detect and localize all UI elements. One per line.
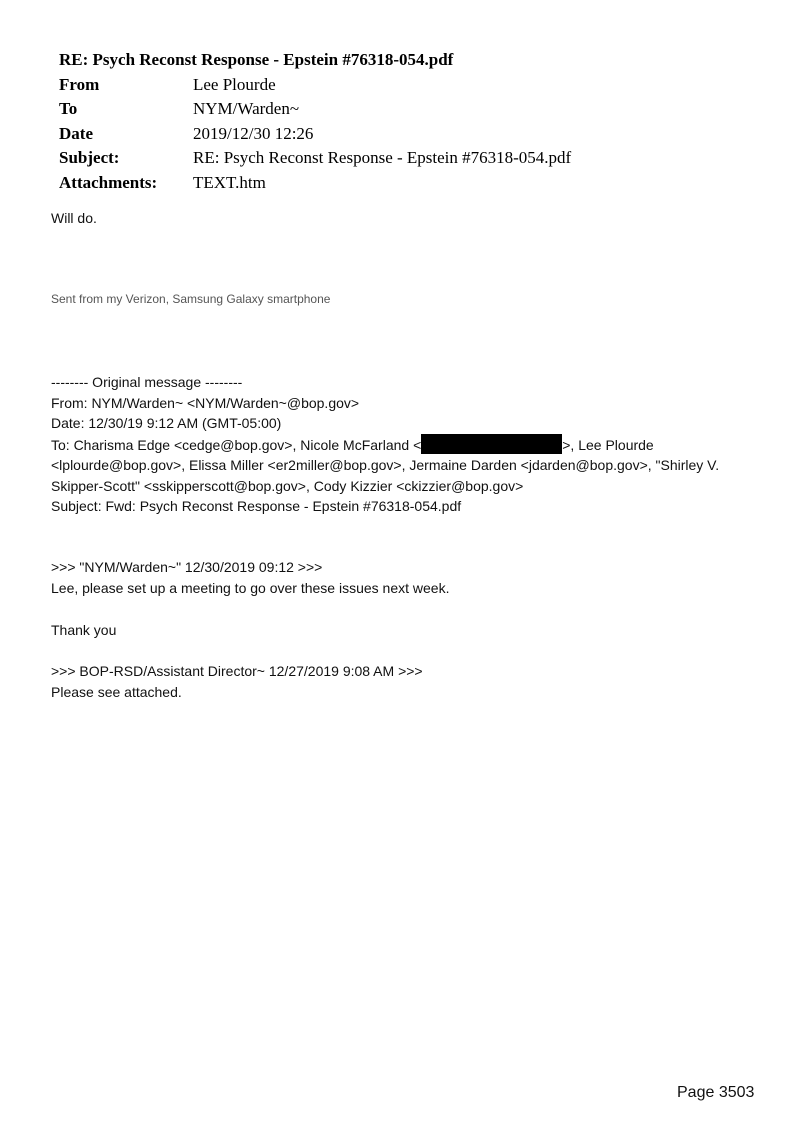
- forward2-header: >>> BOP-RSD/Assistant Director~ 12/27/2019 9:08 AM >>>: [51, 663, 423, 679]
- signature-line: Sent from my Verizon, Samsung Galaxy smartphone: [51, 292, 331, 306]
- forward1-header: >>> "NYM/Warden~" 12/30/2019 09:12 >>>: [51, 559, 323, 575]
- header-row-from: [59, 73, 571, 98]
- to-value: NYM/Warden~: [193, 99, 300, 118]
- original-message: [51, 372, 751, 517]
- email-title: RE: Psych Reconst Response - Epstein #76318-054.pdf: [59, 50, 454, 69]
- header-row-subject: [59, 146, 571, 171]
- header-row-attachments: [59, 171, 571, 196]
- original-to-part1: To: Charisma Edge <cedge@bop.gov>, Nicole McFarland <: [51, 436, 422, 453]
- original-to-part2: >, Lee Plourde <lplourde@bop.gov>, Elissa Miller <er2miller@bop.gov>, Jermaine Darden <jdarden@bop.gov>, "Shirley V. Skipper-Scott" <sskipperscott@bop.gov>, Cody Kizzier <ckizzier@bop.gov>: [51, 436, 720, 494]
- from-label: From: [59, 74, 100, 94]
- original-subject: Subject: Fwd: Psych Reconst Response - Epstein #76318-054.pdf: [51, 498, 462, 514]
- subject-label: Subject:: [59, 148, 120, 167]
- date-value: 2019/12/30 12:26: [193, 123, 314, 143]
- to-label: To: [59, 99, 78, 118]
- attachments-value: TEXT.htm: [193, 172, 266, 192]
- header-row-date: [59, 122, 571, 147]
- forward2-line: Please see attached.: [51, 684, 182, 700]
- date-label: Date: [59, 123, 93, 143]
- original-date: Date: 12/30/19 9:12 AM (GMT-05:00): [51, 415, 282, 431]
- forward1-thanks: Thank you: [51, 622, 117, 638]
- reply-text: Will do.: [51, 210, 97, 226]
- redaction-box: [421, 434, 562, 454]
- subject-value: RE: Psych Reconst Response - Epstein #76318-054.pdf: [193, 148, 572, 167]
- header-row-to: [59, 97, 571, 122]
- original-separator: -------- Original message --------: [51, 374, 243, 390]
- from-value: Lee Plourde: [193, 74, 276, 94]
- forward1-line: Lee, please set up a meeting to go over these issues next week.: [51, 580, 450, 596]
- original-to: [51, 434, 751, 497]
- page-number: Page 3503: [677, 1084, 755, 1101]
- original-from: From: NYM/Warden~ <NYM/Warden~@bop.gov>: [51, 394, 360, 411]
- attachments-label: Attachments:: [59, 172, 158, 192]
- email-header: [59, 48, 571, 195]
